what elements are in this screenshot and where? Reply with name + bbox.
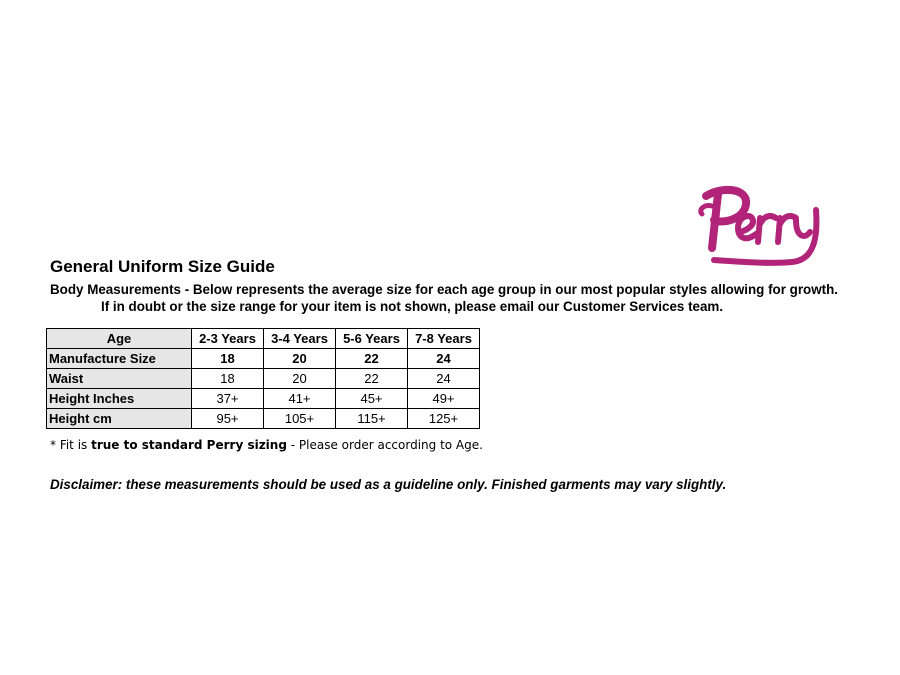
table-row [47,409,480,429]
table-row [47,349,480,369]
table-cell: 18 [192,369,264,389]
intro-line-2: If in doubt or the size range for your item is not shown, please email our Customer Services team. [101,299,724,314]
table-cell: 115+ [336,409,408,429]
table-cell: 45+ [336,389,408,409]
disclaimer: Disclaimer: these measurements should be used as a guideline only. Finished garments may vary slightly. [50,477,727,492]
row-label: Manufacture Size [47,349,192,369]
table-cell: 41+ [264,389,336,409]
fit-note-prefix: * Fit is [50,438,92,452]
table-cell: 24 [408,369,480,389]
table-cell: 105+ [264,409,336,429]
table-cell: 22 [336,349,408,369]
header-column: 3-4 Years [264,329,336,349]
fit-note-bold: true to standard Perry sizing [91,438,287,452]
table-cell: 95+ [192,409,264,429]
table-cell: 125+ [408,409,480,429]
row-label: Waist [47,369,192,389]
table-cell: 37+ [192,389,264,409]
table-cell: 22 [336,369,408,389]
row-label: Height cm [47,409,192,429]
table-cell: 20 [264,369,336,389]
table-cell: 24 [408,349,480,369]
table-header-row [47,329,480,349]
table-row [47,369,480,389]
fit-note [50,437,483,453]
perry-logo-icon [692,182,828,266]
table-row [47,389,480,409]
header-age: Age [47,329,192,349]
row-label: Height Inches [47,389,192,409]
table-cell: 49+ [408,389,480,409]
page-title: General Uniform Size Guide [50,257,275,276]
fit-note-suffix: - Please order according to Age. [286,438,483,452]
header-column: 2-3 Years [192,329,264,349]
header-column: 5-6 Years [336,329,408,349]
size-table [46,328,480,429]
perry-logo [692,182,828,266]
intro-line-1: Body Measurements - Below represents the average size for each age group in our most popular styles allowing for growth. [50,282,838,297]
table-cell: 20 [264,349,336,369]
header-column: 7-8 Years [408,329,480,349]
table-cell: 18 [192,349,264,369]
